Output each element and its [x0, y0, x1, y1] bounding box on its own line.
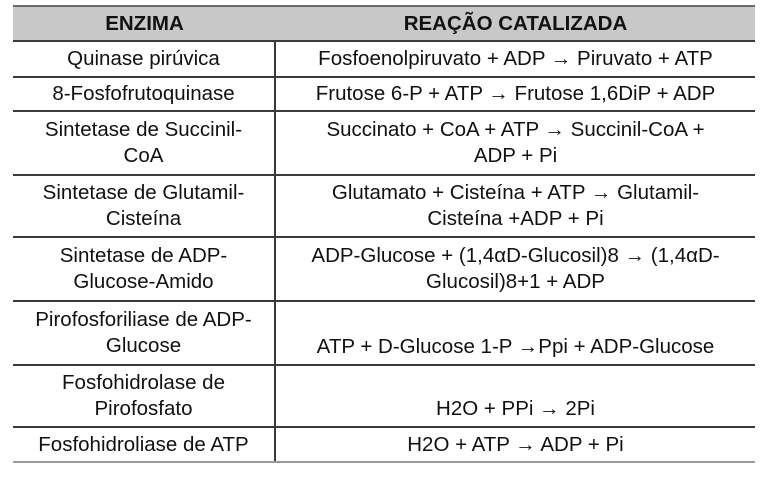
enzyme-cell: 8-Fosfofrutoquinase — [13, 78, 276, 110]
reaction-cell: ADP-Glucose + (1,4αD-Glucosil)8 → (1,4αD-Glucosil)8+1 + ADP — [311, 244, 720, 293]
enzyme-cell: Pirofosforiliase de ADP-Glucose — [13, 302, 276, 364]
table-row — [13, 238, 755, 302]
table-row — [13, 78, 755, 112]
reaction-cell: Fosfoenolpiruvato + ADP → Piruvato + ATP — [318, 47, 713, 70]
enzyme-cell: Quinase pirúvica — [13, 42, 276, 76]
enzyme-cell: Fosfohidrolase de Pirofosfato — [13, 366, 276, 426]
table-row — [13, 428, 755, 463]
table-header-row — [13, 5, 755, 42]
table-row — [13, 176, 755, 238]
header-enzyme: ENZIMA — [105, 11, 184, 35]
reaction-cell: ATP + D-Glucose 1-P →Ppi + ADP-Glucose — [316, 335, 715, 358]
table-row — [13, 302, 755, 366]
enzyme-cell: Sintetase de ADP-Glucose-Amido — [13, 238, 276, 300]
reaction-cell: Glutamato + Cisteína + ATP → Glutamil-Cisteína +ADP + Pi — [331, 181, 700, 230]
reaction-cell: Succinato + CoA + ATP → Succinil-CoA + ADP + Pi — [326, 118, 705, 167]
header-reaction: REAÇÃO CATALIZADA — [403, 11, 628, 35]
table-row — [13, 42, 755, 78]
enzyme-reaction-table — [13, 5, 755, 463]
reaction-cell: H2O + PPi → 2Pi — [436, 397, 595, 420]
reaction-cell: Frutose 6-P + ATP → Frutose 1,6DiP + ADP — [315, 82, 716, 105]
table-row — [13, 112, 755, 176]
table-row — [13, 366, 755, 428]
enzyme-cell: Sintetase de Succinil-CoA — [13, 112, 276, 174]
reaction-cell: H2O + ATP → ADP + Pi — [407, 432, 624, 456]
enzyme-cell: Fosfohidroliase de ATP — [13, 428, 276, 461]
enzyme-cell: Sintetase de Glutamil-Cisteína — [13, 176, 276, 236]
